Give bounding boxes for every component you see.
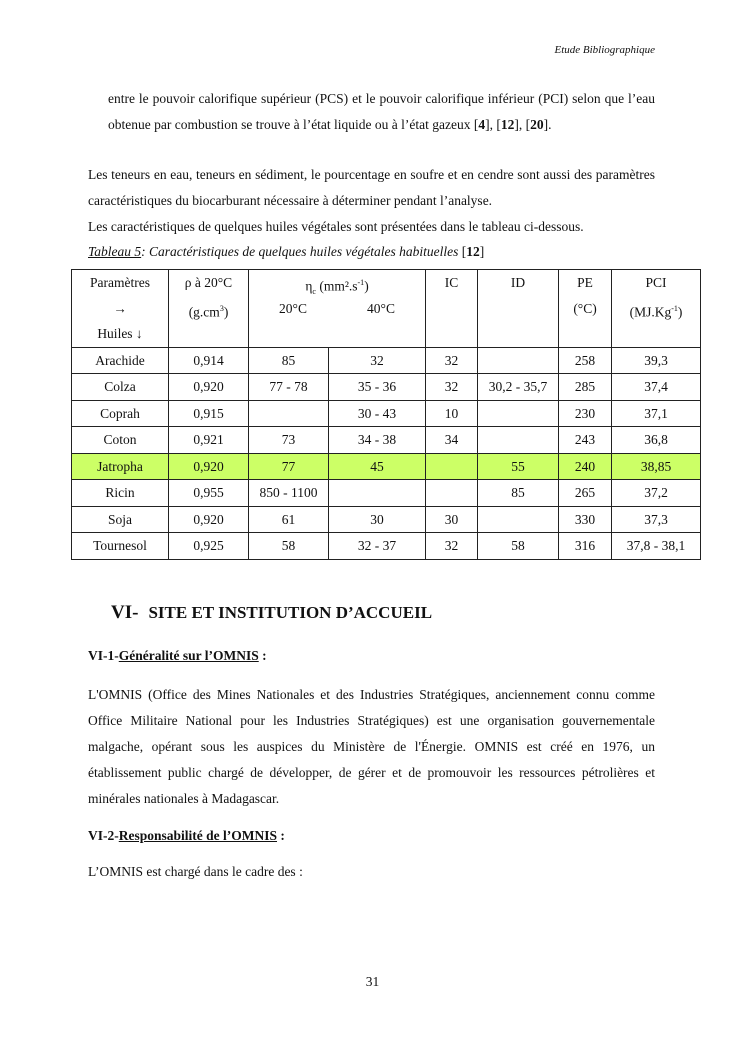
cell-oil: Coton bbox=[72, 427, 169, 454]
cell-id: 55 bbox=[478, 453, 559, 480]
cell-density: 0,914 bbox=[169, 347, 249, 374]
ref-20: 20 bbox=[530, 117, 544, 132]
cell-id: 85 bbox=[478, 480, 559, 507]
cell-visc-20: 77 bbox=[249, 453, 329, 480]
header-oils-label: Huiles ↓ bbox=[97, 326, 143, 341]
cell-visc-20: 73 bbox=[249, 427, 329, 454]
cell-pci: 37,3 bbox=[612, 506, 701, 533]
header-density-label: ρ à 20°C bbox=[184, 275, 233, 290]
cell-ic: 10 bbox=[426, 400, 478, 427]
cell-id bbox=[478, 400, 559, 427]
cell-ic bbox=[426, 453, 478, 480]
cell-oil: Arachide bbox=[72, 347, 169, 374]
cell-ic: 32 bbox=[426, 374, 478, 401]
header-pci: PCI $(MJ.Kg^{-1})$ bbox=[612, 270, 701, 348]
header-parameters bbox=[72, 270, 169, 348]
table-row bbox=[72, 506, 701, 533]
table-header-row bbox=[72, 270, 701, 348]
cell-density: 0,921 bbox=[169, 427, 249, 454]
subsection-2-title: Responsabilité de l’OMNIS bbox=[118, 828, 278, 843]
cell-visc-40 bbox=[329, 480, 426, 507]
cell-ic: 34 bbox=[426, 427, 478, 454]
cell-density: 0,920 bbox=[169, 374, 249, 401]
cell-pe: 230 bbox=[559, 400, 612, 427]
cell-pe: 316 bbox=[559, 533, 612, 560]
subsection-1-heading: VI-1-Généralité sur l’OMNIS : bbox=[88, 648, 267, 663]
paragraph-characteristics: Les teneurs en eau, teneurs en sédiment, le pourcentage en soufre et en cendre sont aussi des paramètres caractéristiques du biocarburant nécessaire à déterminer pendant l’analyse. bbox=[88, 167, 655, 208]
cell-oil: Colza bbox=[72, 374, 169, 401]
ref-12: 12 bbox=[500, 117, 515, 132]
cell-visc-40: 45 bbox=[329, 453, 426, 480]
cell-pci: 37,8 - 38,1 bbox=[612, 533, 701, 560]
cell-pe: 258 bbox=[559, 347, 612, 374]
cell-pci: 36,8 bbox=[612, 427, 701, 454]
subsection-2-paragraph: L’OMNIS est chargé dans le cadre des : bbox=[88, 864, 303, 879]
header-ic: IC bbox=[426, 270, 478, 348]
table-row bbox=[72, 400, 701, 427]
cell-density: 0,920 bbox=[169, 453, 249, 480]
cell-visc-20: 77 - 78 bbox=[249, 374, 329, 401]
cell-oil: Tournesol bbox=[72, 533, 169, 560]
table-caption-text: : Caractéristiques de quelques huiles végétales habituelles bbox=[141, 244, 459, 259]
cell-visc-40: 35 - 36 bbox=[329, 374, 426, 401]
cell-id: 58 bbox=[478, 533, 559, 560]
cell-ic: 32 bbox=[426, 347, 478, 374]
subsection-1-number: VI-1- bbox=[88, 648, 119, 663]
oils-table bbox=[71, 269, 701, 560]
cell-density: 0,920 bbox=[169, 506, 249, 533]
table-caption-ref: 12 bbox=[466, 244, 480, 259]
cell-oil: Soja bbox=[72, 506, 169, 533]
table-row bbox=[72, 427, 701, 454]
cell-id: 30,2 - 35,7 bbox=[478, 374, 559, 401]
cell-visc-20: 61 bbox=[249, 506, 329, 533]
table-row bbox=[72, 347, 701, 374]
header-pe: PE (°C) bbox=[559, 270, 612, 348]
subsection-1-paragraph: L'OMNIS (Office des Mines Nationales et des Industries Stratégiques, anciennement connu comme Office Militaire National pour les Industries Stratégiques) est une organisation gouvernementale malgache, opérant sous les auspices du Ministère de l'Énergie. OMNIS est créé en 1976, un établissement public chargé de développer, de gérer et de promouvoir les ressources pétrolières et minérales nationales à Madagascar. bbox=[88, 687, 655, 806]
header-id: ID bbox=[478, 270, 559, 348]
header-viscosity-40c: 40°C bbox=[367, 300, 395, 316]
table-row bbox=[72, 374, 701, 401]
cell-visc-20 bbox=[249, 400, 329, 427]
table-caption-label: Tableau 5 bbox=[88, 244, 142, 259]
cell-visc-40: 34 - 38 bbox=[329, 427, 426, 454]
cell-visc-20: 58 bbox=[249, 533, 329, 560]
ref-4: 4 bbox=[478, 117, 486, 132]
cell-visc-20: 85 bbox=[249, 347, 329, 374]
cell-density: 0,955 bbox=[169, 480, 249, 507]
table-row bbox=[72, 533, 701, 560]
intro-continued-text: entre le pouvoir calorifique supérieur (PCS) et le pouvoir calorifique inférieur (PCI) selon que l’eau obtenue par combustion se trouve à l’état liquide ou à l’état gazeux bbox=[108, 91, 655, 132]
header-viscosity-label: $\eta_c$ $(mm^2.s^{-1})$ bbox=[305, 278, 369, 297]
cell-oil: Jatropha bbox=[72, 453, 169, 480]
cell-oil: Coprah bbox=[72, 400, 169, 427]
cell-pe: 243 bbox=[559, 427, 612, 454]
cell-density: 0,925 bbox=[169, 533, 249, 560]
subsection-1-title: Généralité sur l’OMNIS bbox=[118, 648, 259, 663]
cell-ic bbox=[426, 480, 478, 507]
section-heading bbox=[111, 602, 432, 624]
cell-visc-20: 850 - 1100 bbox=[249, 480, 329, 507]
header-density-unit: $(g.cm^3)$ bbox=[188, 303, 229, 319]
header-density bbox=[169, 270, 249, 348]
cell-pci: 37,4 bbox=[612, 374, 701, 401]
section-number: VI- bbox=[111, 602, 139, 623]
paragraph-table-intro: Les caractéristiques de quelques huiles végétales sont présentées dans le tableau ci-dessous. bbox=[88, 219, 584, 234]
header-viscosity-20c: 20°C bbox=[279, 300, 307, 316]
header-parameters-line1: Paramètres bbox=[90, 275, 150, 290]
cell-oil: Ricin bbox=[72, 480, 169, 507]
running-header: Etude Bibliographique bbox=[554, 44, 655, 56]
cell-id bbox=[478, 347, 559, 374]
cell-density: 0,915 bbox=[169, 400, 249, 427]
subsection-2-heading: VI-2-Responsabilité de l’OMNIS : bbox=[88, 828, 285, 843]
cell-visc-40: 32 bbox=[329, 347, 426, 374]
table-caption: Tableau 5: Caractéristiques de quelques huiles végétales habituelles [12] bbox=[88, 244, 485, 259]
cell-pci: 39,3 bbox=[612, 347, 701, 374]
section-title: SITE ET INSTITUTION D’ACCUEIL bbox=[148, 603, 433, 622]
cell-id bbox=[478, 427, 559, 454]
cell-ic: 32 bbox=[426, 533, 478, 560]
cell-pci: 37,1 bbox=[612, 400, 701, 427]
cell-id bbox=[478, 506, 559, 533]
cell-visc-40: 30 bbox=[329, 506, 426, 533]
subsection-2-number: VI-2- bbox=[88, 828, 119, 843]
cell-pe: 285 bbox=[559, 374, 612, 401]
cell-pci: 38,85 bbox=[612, 453, 701, 480]
page-number: 31 bbox=[365, 974, 380, 989]
cell-pe: 330 bbox=[559, 506, 612, 533]
header-viscosity bbox=[249, 270, 426, 348]
cell-pci: 37,2 bbox=[612, 480, 701, 507]
header-arrow-right: → bbox=[113, 300, 127, 316]
table-row-highlighted bbox=[72, 453, 701, 480]
cell-pe: 265 bbox=[559, 480, 612, 507]
table-row bbox=[72, 480, 701, 507]
cell-pe: 240 bbox=[559, 453, 612, 480]
intro-continued-paragraph: entre le pouvoir calorifique supérieur (PCS) et le pouvoir calorifique inférieur (PCI) selon que l’eau obtenue par combustion se trouve à l’état liquide ou à l’état gazeux [4], [12], [20]. bbox=[108, 91, 655, 132]
cell-visc-40: 32 - 37 bbox=[329, 533, 426, 560]
cell-ic: 30 bbox=[426, 506, 478, 533]
cell-visc-40: 30 - 43 bbox=[329, 400, 426, 427]
